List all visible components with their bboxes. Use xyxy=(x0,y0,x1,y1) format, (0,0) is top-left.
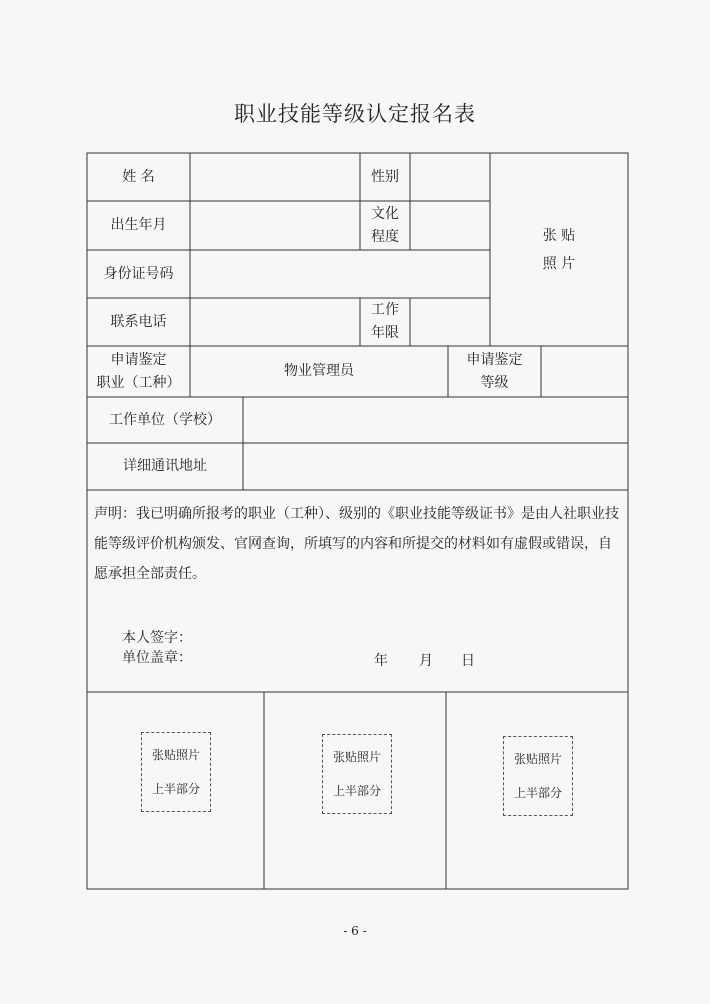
date-year-label: 年 xyxy=(374,653,388,669)
photo-slot-sublabel: 上半部分 xyxy=(151,782,200,796)
label-work-years-line1: 工作 xyxy=(371,302,399,318)
page-number: - 6 - xyxy=(343,924,367,938)
work-years-field[interactable] xyxy=(410,298,490,346)
label-gender: 性别 xyxy=(371,168,399,185)
unit-seal-label: 单位盖章： xyxy=(122,650,192,666)
photo-slot-3[interactable] xyxy=(503,736,573,816)
label-address: 详细通讯地址 xyxy=(123,458,207,474)
photo-label-line1: 张 贴 xyxy=(542,227,576,244)
employer-field[interactable] xyxy=(243,397,628,443)
label-level-line1: 申请鉴定 xyxy=(466,351,523,368)
phone-field[interactable] xyxy=(190,298,360,346)
education-field[interactable] xyxy=(410,201,490,250)
declaration-text: 声明：我已明确所报考的职业（工种）、级别的《职业技能等级证书》是由人社职业技能等级评价机构颁发、官网查询，所填写的内容和所提交的材料如有虚假或错误，自愿承担全部责任。 xyxy=(94,506,619,582)
name-field[interactable] xyxy=(190,153,360,201)
date-day-label: 日 xyxy=(461,653,475,669)
photo-area[interactable] xyxy=(490,153,628,346)
occupation-value: 物业管理员 xyxy=(284,363,354,379)
label-phone: 联系电话 xyxy=(110,313,167,330)
label-occupation xyxy=(87,346,190,397)
label-birth: 出生年月 xyxy=(110,217,167,233)
id-number-field[interactable] xyxy=(190,250,490,298)
photo-slot-label: 张贴照片 xyxy=(151,748,200,762)
photo-label-line2: 照 片 xyxy=(542,255,576,272)
self-sign-label: 本人签字： xyxy=(122,630,192,646)
label-id-number: 身份证号码 xyxy=(103,265,174,282)
label-occupation-line1: 申请鉴定 xyxy=(110,351,167,368)
label-level-line2: 等级 xyxy=(480,374,509,391)
label-education xyxy=(360,201,410,250)
form-title: 职业技能等级认定报名表 xyxy=(234,102,476,126)
label-employer: 工作单位（学校） xyxy=(109,411,221,428)
label-education-line2: 程度 xyxy=(371,228,399,245)
label-name: 姓 名 xyxy=(122,168,155,185)
date-month-label: 月 xyxy=(419,653,433,669)
label-occupation-line2: 职业（工种） xyxy=(96,374,181,391)
label-education-line1: 文化 xyxy=(371,205,399,222)
photo-slot-2[interactable] xyxy=(322,734,392,814)
photo-slot-sublabel: 上半部分 xyxy=(513,786,562,800)
photo-slot-sublabel: 上半部分 xyxy=(332,784,381,798)
address-field[interactable] xyxy=(243,443,628,490)
birth-field[interactable] xyxy=(190,201,360,250)
gender-field[interactable] xyxy=(410,153,490,201)
photo-slot-1[interactable] xyxy=(141,732,211,812)
label-work-years xyxy=(360,298,410,346)
photo-slot-label: 张贴照片 xyxy=(332,750,381,764)
label-work-years-line2: 年限 xyxy=(371,325,399,341)
label-level xyxy=(448,346,541,397)
photo-slot-label: 张贴照片 xyxy=(513,752,562,766)
level-field[interactable] xyxy=(541,346,628,397)
